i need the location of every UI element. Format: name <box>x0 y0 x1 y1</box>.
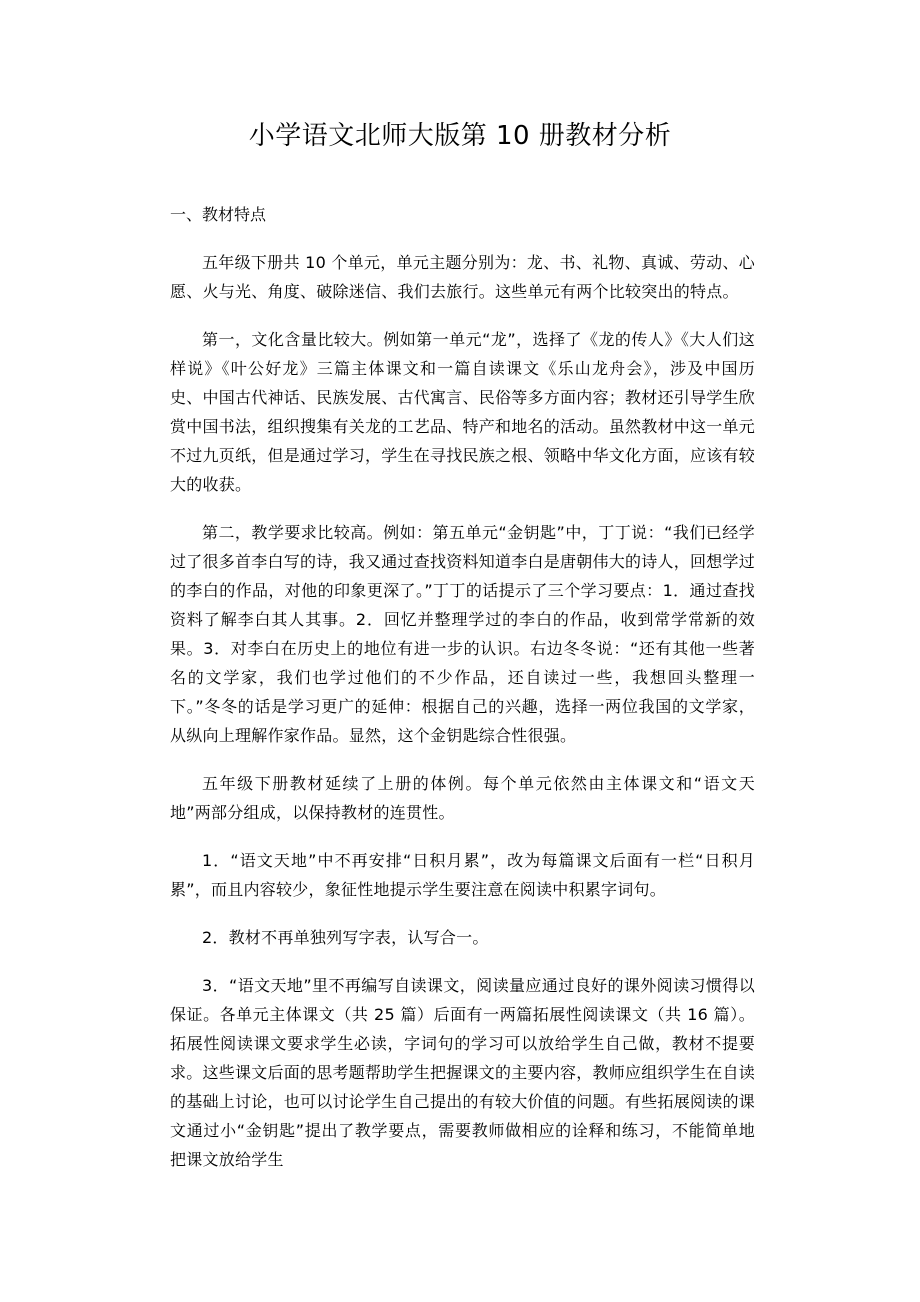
paragraph-point-3: 3．“语文天地”里不再编写自读课文，阅读量应通过良好的课外阅读习惯得以保证。各单元主体课文（共 25 篇）后面有一两篇拓展性阅读课文（共 16 篇）。拓展性阅读课文要求学生必读，字词句的学习可以放给学生自己做，教材不提要求。这些课文后面的思考题帮助学生把握课文的主要内容，教师应组织学生在自读的基础上讨论，也可以讨论学生自己提出的有较大价值的问题。有些拓展阅读的课文通过小“金钥匙”提出了教学要点，需要教师做相应的诠释和练习，不能简单地把课文放给学生 <box>170 976 756 1169</box>
document-title: 小学语文北师大版第 10 册教材分析 <box>248 121 672 151</box>
paragraph-structure: 五年级下册教材延续了上册的体例。每个单元依然由主体课文和“语文天地”两部分组成，以保持教材的连贯性。 <box>170 774 755 822</box>
paragraph-point-1: 1．“语文天地”中不再安排“日积月累”，改为每篇课文后面有一栏“日积月累”，而且内容较少，象征性地提示学生要注意在阅读中积累字词句。 <box>170 851 755 899</box>
section-heading: 一、教材特点 <box>170 205 267 224</box>
paragraph-point-2: 2．教材不再单独列写字表，认写合一。 <box>202 928 489 947</box>
paragraph-feature-one: 第一，文化含量比较大。例如第一单元“龙”，选择了《龙的传人》《大人们这样说》《叶公好龙》三篇主体课文和一篇自读课文《乐山龙舟会》，涉及中国历史、中国古代神话、民族发展、古代寓言、民俗等多方面内容；教材还引导学生欣赏中国书法，组织搜集有关龙的工艺品、特产和地名的活动。虽然教材中这一单元不过九页纸，但是通过学习，学生在寻找民族之根、领略中华文化方面，应该有较大的收获。 <box>170 330 756 494</box>
paragraph-overview: 五年级下册共 10 个单元，单元主题分别为：龙、书、礼物、真诚、劳动、心愿、火与光、角度、破除迷信、我们去旅行。这些单元有两个比较突出的特点。 <box>170 253 755 301</box>
paragraph-feature-two: 第二，教学要求比较高。例如：第五单元“金钥匙”中，丁丁说：“我们已经学过了很多首李白写的诗，我又通过查找资料知道李白是唐朝伟大的诗人，回想学过的李白的作品，对他的印象更深了。”丁丁的话提示了三个学习要点：1．通过查找资料了解李白其人其事。2．回忆并整理学过的李白的作品，收到常学常新的效果。3．对李白在历史上的地位有进一步的认识。右边冬冬说：“还有其他一些著名的文学家，我们也学过他们的不少作品，还自读过一些，我想回头整理一下。”冬冬的话是学习更广的延伸：根据自己的兴趣，选择一两位我国的文学家，从纵向上理解作家作品。显然，这个金钥匙综合性很强。 <box>170 523 756 745</box>
document-body <box>170 200 755 1174</box>
